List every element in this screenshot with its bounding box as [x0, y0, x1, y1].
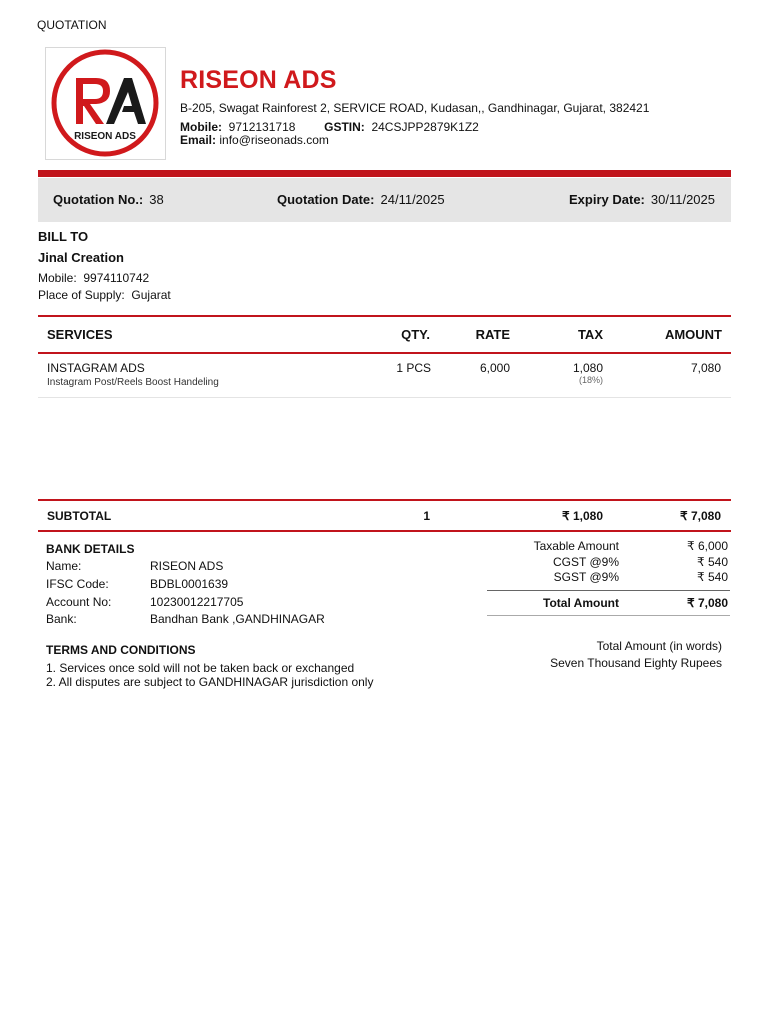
- quotation-date: [277, 192, 445, 207]
- expiry-date-value: 30/11/2025: [650, 192, 715, 207]
- company-mobile: 9712131718: [228, 120, 296, 134]
- company-gstin-label: GSTIN:: [324, 120, 365, 134]
- total-top-rule: [487, 590, 730, 591]
- table-top-rule: [38, 315, 731, 317]
- company-logo: [45, 47, 166, 160]
- bill-to-heading: BILL TO: [38, 229, 89, 244]
- bank-label: Bank:: [46, 612, 77, 626]
- document-label: QUOTATION: [37, 18, 107, 32]
- client-mobile-value: 9974110742: [83, 271, 150, 285]
- client-mobile-label: Mobile:: [38, 271, 77, 285]
- service-description: Instagram Post/Reels Boost Handeling: [47, 377, 219, 388]
- place-of-supply: [38, 288, 171, 302]
- sgst-amount: ₹ 540: [697, 570, 728, 584]
- sgst-label: SGST @9%: [553, 570, 619, 584]
- header-divider: [38, 170, 731, 177]
- company-gstin: 24CSJPP2879K1Z2: [371, 120, 479, 134]
- subtotal-amount: ₹ 7,080: [680, 509, 721, 523]
- bank-account-name: RISEON ADS: [150, 559, 224, 573]
- expiry-date: [569, 192, 715, 207]
- ifsc-label: IFSC Code:: [46, 577, 109, 591]
- ifsc-code: BDBL0001639: [150, 577, 229, 591]
- account-number: 10230012217705: [150, 595, 244, 609]
- cgst-label: CGST @9%: [553, 555, 619, 569]
- client-name: Jinal Creation: [38, 250, 124, 265]
- subtotal-bottom-rule: [38, 530, 731, 532]
- terms-line-1: 1. Services once sold will not be taken back or exchanged: [46, 661, 355, 675]
- total-amount: ₹ 7,080: [687, 596, 728, 610]
- bank-branch: Bandhan Bank ,GANDHINAGAR: [150, 612, 325, 626]
- subtotal-label: SUBTOTAL: [47, 509, 112, 523]
- taxable-amount: ₹ 6,000: [687, 539, 728, 553]
- subtotal-qty: 1: [423, 509, 430, 523]
- place-of-supply-value: Gujarat: [131, 288, 171, 302]
- bank-name-label: Name:: [46, 559, 82, 573]
- bank-details-heading: BANK DETAILS: [46, 542, 135, 556]
- company-email: info@riseonads.com: [219, 133, 329, 147]
- quotation-number-label: Quotation No.:: [53, 192, 144, 207]
- amount-in-words: Seven Thousand Eighty Rupees: [550, 656, 722, 670]
- table-header-rule: [38, 352, 731, 354]
- row-divider: [38, 397, 731, 398]
- subtotal-tax: ₹ 1,080: [562, 509, 603, 523]
- header-tax: TAX: [577, 327, 603, 342]
- expiry-date-label: Expiry Date:: [569, 192, 645, 207]
- header-rate: RATE: [475, 327, 510, 342]
- quotation-date-value: 24/11/2025: [380, 192, 445, 207]
- cgst-amount: ₹ 540: [697, 555, 728, 569]
- quotation-info-bar: [38, 178, 731, 222]
- place-of-supply-label: Place of Supply:: [38, 288, 125, 302]
- company-contact: [180, 120, 479, 134]
- account-number-label: Account No:: [46, 595, 112, 609]
- client-mobile: [38, 271, 149, 285]
- service-name: INSTAGRAM ADS: [47, 361, 145, 375]
- service-rate: 6,000: [479, 361, 510, 375]
- header-qty: QTY.: [401, 327, 430, 342]
- company-address: B-205, Swagat Rainforest 2, SERVICE ROAD, Kudasan,, Gandhinagar, Gujarat, 382421: [180, 101, 650, 115]
- terms-line-2: 2. All disputes are subject to GANDHINAGAR jurisdiction only: [46, 675, 374, 689]
- logo-text: RISEON ADS: [74, 131, 136, 142]
- quotation-number: [53, 192, 164, 207]
- terms-heading: TERMS AND CONDITIONS: [46, 643, 196, 657]
- subtotal-top-rule: [38, 499, 731, 501]
- company-mobile-label: Mobile:: [180, 120, 222, 134]
- service-amount: 7,080: [690, 361, 721, 375]
- quotation-date-label: Quotation Date:: [277, 192, 375, 207]
- total-bottom-rule: [487, 615, 730, 616]
- quotation-number-value: 38: [149, 192, 164, 207]
- header-services: SERVICES: [47, 327, 113, 342]
- taxable-amount-label: Taxable Amount: [533, 539, 619, 553]
- service-tax-rate: (18%): [578, 375, 603, 385]
- service-qty: 1 PCS: [396, 361, 431, 375]
- amount-in-words-label: Total Amount (in words): [596, 639, 722, 653]
- total-amount-label: Total Amount: [543, 596, 619, 610]
- company-name: RISEON ADS: [180, 66, 337, 94]
- service-tax: 1,080: [572, 361, 603, 375]
- company-email-row: [180, 133, 329, 147]
- company-email-label: Email:: [180, 133, 217, 147]
- header-amount: AMOUNT: [664, 327, 722, 342]
